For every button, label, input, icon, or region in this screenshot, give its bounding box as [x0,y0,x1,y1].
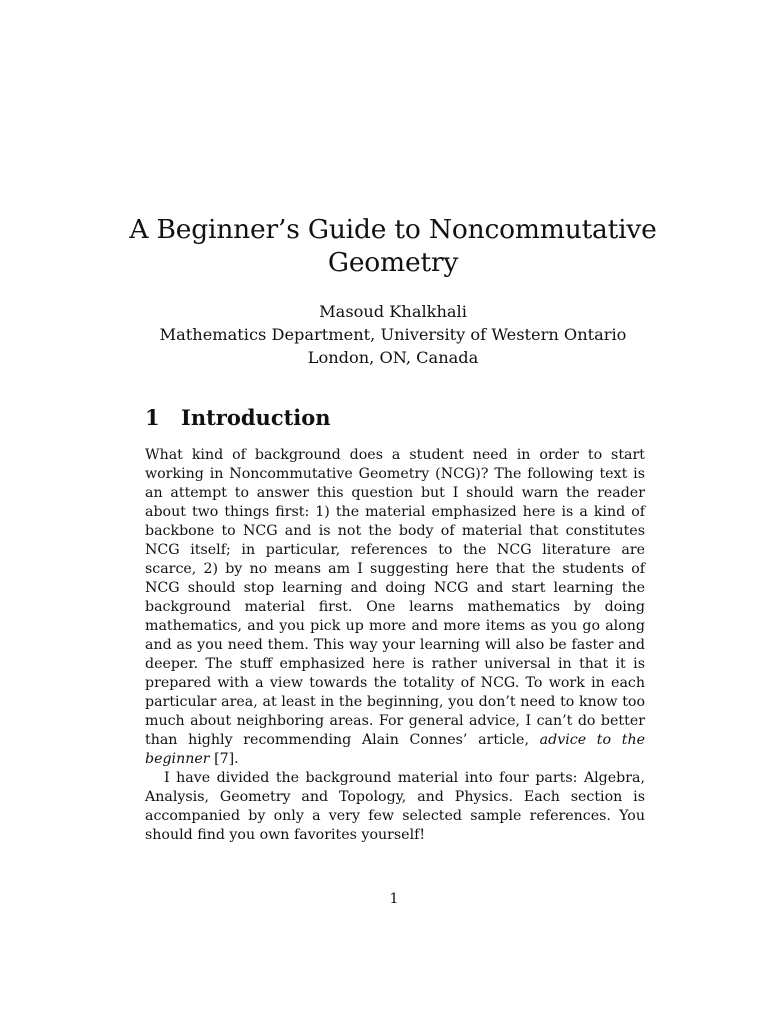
section-title: Introduction [181,405,331,430]
author-location: London, ON, Canada [307,348,479,367]
paragraph-1-text: What kind of background does a student need in order to start working in Noncommutative Geometry (NCG)? The following text is an attempt to answer this question but I should warn the reader about two things first: 1) the material emphasized here is a kind of backbone to NCG and is not the body of material that constitutes NCG itself; in particular, references to the NCG literature are scarce, 2) by no means am I suggesting here that the students of NCG should stop learning and doing NCG and start learning the background material first. One learns mathematics by doing mathematics, and you pick up more and more items as you go along and as you need them. This way your learning will also be faster and deeper. The stuff emphasized here is rather universal in that it is prepared with a view towards the totality of NCG. To work in each particular area, at least in the beginning, you don’t need to know too much about neighboring areas. For general advice, I can’t do better than highly recommending Alain Connes’ article, [145,447,645,748]
section-heading [145,405,331,430]
author-block [120,300,666,369]
paragraph-1 [145,446,645,769]
author-name: Masoud Khalkhali [319,302,467,321]
author-affiliation: Mathematics Department, University of Western Ontario [159,325,627,344]
citation: [7]. [209,751,239,767]
paragraph-2: I have divided the background material into four parts: Algebra, Analysis, Geometry and Topology, and Physics. Each section is accompanied by only a very few selected sample references. You should find you own favorites yourself! [145,770,645,843]
page-number: 1 [389,891,399,907]
section-number: 1 [145,405,160,430]
emphasized-article-title: advice to the beginner [145,732,645,767]
paper-title: A Beginner’s Guide to Noncommutative Geometry [129,214,657,278]
section-body [145,446,645,845]
